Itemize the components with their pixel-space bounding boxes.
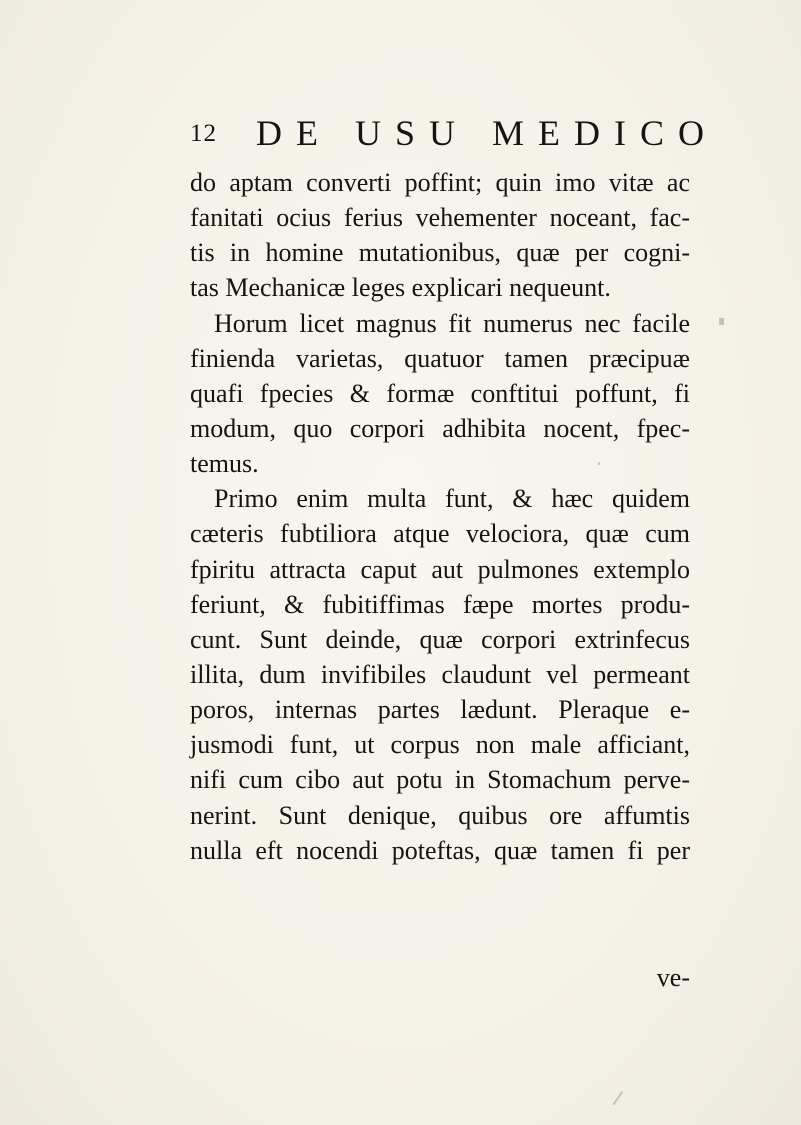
text-line: Horum licet magnus fit numerus nec facile xyxy=(214,308,690,338)
text-line: temus. xyxy=(190,449,259,479)
text-line: illita, dum invifibiles claudunt vel permeant xyxy=(190,659,690,689)
text-line: modum, quo corpori adhibita nocent, fpec- xyxy=(190,413,690,443)
text-line: feriunt, & fubitiffimas fæpe mortes produ- xyxy=(190,589,690,619)
text-line: cunt. Sunt deinde, quæ corpori extrinfecus xyxy=(190,624,690,654)
catchword: ve- xyxy=(656,963,690,992)
text-line: nerint. Sunt denique, quibus ore affumtis xyxy=(190,800,690,830)
paper-speck xyxy=(598,462,600,465)
text-line: poros, internas partes lædunt. Pleraque e- xyxy=(190,695,690,725)
text-line: tas Mechanicæ leges explicari nequeunt. xyxy=(190,273,611,303)
text-line: finienda varietas, quatuor tamen præcipuæ xyxy=(190,343,690,373)
text-line: do aptam converti poffint; quin imo vitæ ac xyxy=(190,168,690,197)
text-line: jusmodi funt, ut corpus non male afficiant, xyxy=(190,730,690,760)
page-number: 12 xyxy=(190,120,217,147)
body-text xyxy=(190,165,690,992)
paper-speck xyxy=(613,1091,624,1105)
text-line: fanitati ocius ferius vehementer noceant, fac- xyxy=(190,203,690,233)
text-line: fpiritu attracta caput aut pulmones extemplo xyxy=(190,554,690,584)
text-line: cæteris fubtiliora atque velociora, quæ cum xyxy=(190,519,690,549)
paper-speck xyxy=(719,318,724,325)
text-line: tis in homine mutationibus, quæ per cogni- xyxy=(190,238,690,268)
text-line: Primo enim multa funt, & hæc quidem xyxy=(214,484,690,514)
running-head: DE USU MEDICO xyxy=(256,113,719,153)
page-header xyxy=(190,112,719,154)
text-line: nulla eft nocendi poteftas, quæ tamen fi per xyxy=(190,835,690,865)
text-line: nifi cum cibo aut potu in Stomachum perve- xyxy=(190,765,690,795)
text-line: quafi fpecies & formæ conftitui poffunt, fi xyxy=(190,378,690,408)
